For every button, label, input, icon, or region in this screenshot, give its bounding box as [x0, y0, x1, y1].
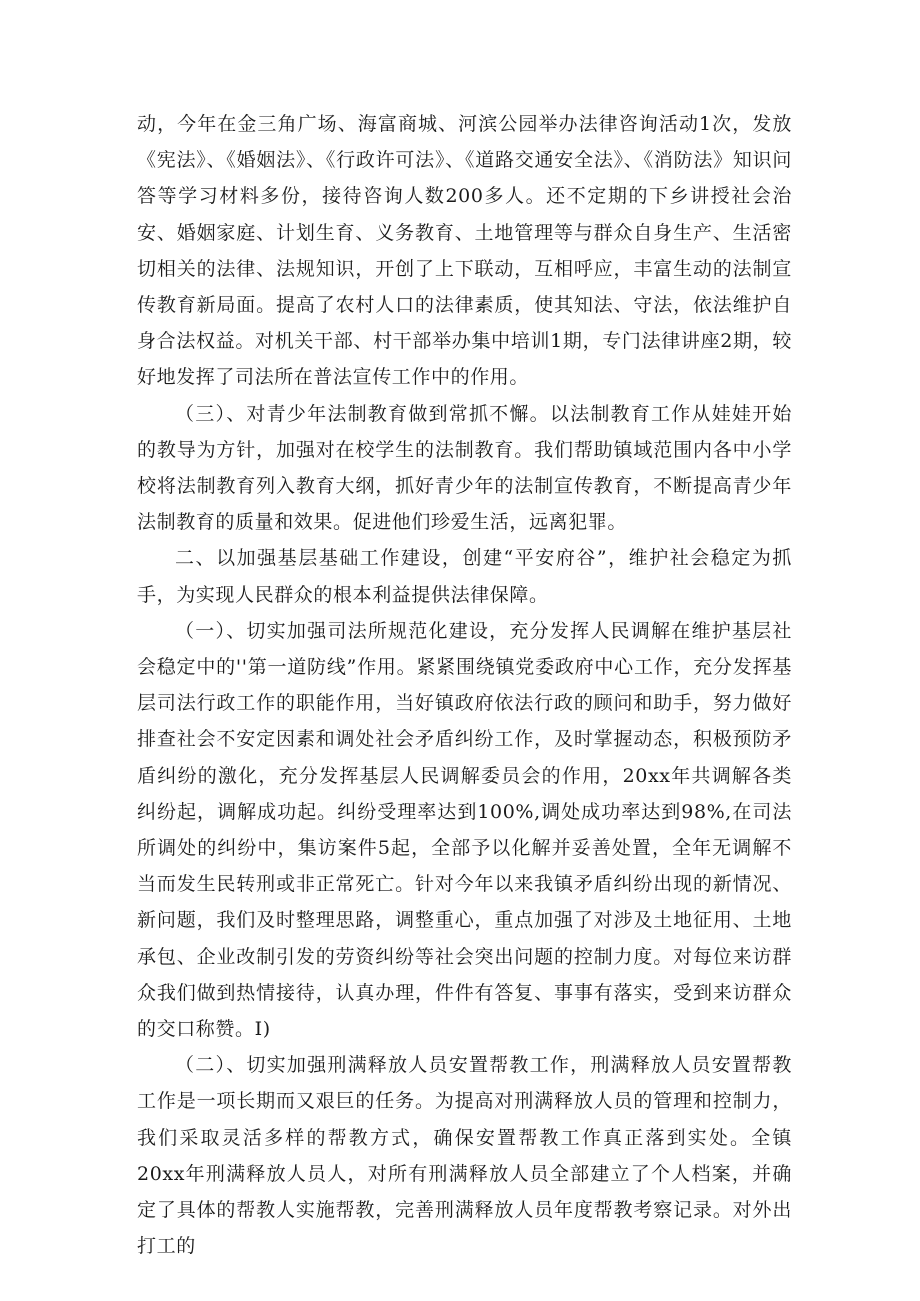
paragraph-legal-consultation-continued: 动，今年在金三角广场、海富商城、河滨公园举办法律咨询活动1次，发放《宪法》、《婚姻法》、《行政许可法》、《道路交通安全法》、《消防法》知识问答等学习材料多份，接待咨询人数200多人。还不定期的下乡讲授社会治安、婚姻家庭、计划生育、义务教育、土地管理等与群众自身生产、生活密切相关的法律、法规知识，开创了上下联动，互相呼应，丰富生动的法制宣传教育新局面。提高了农村人口的法律素质，使其知法、守法，依法维护自身合法权益。对机关干部、村干部举办集中培训1期，专门法律讲座2期，较好地发挥了司法所在普法宣传工作中的作用。: [137, 113, 792, 389]
paragraph-released-prisoner-resettlement: （二）、切实加强刑满释放人员安置帮教工作，刑满释放人员安置帮教工作是一项长期而又艰巨的任务。为提高对刑满释放人员的管理和控制力，我们采取灵活多样的帮教方式，确保安置帮教工作真正落到实处。全镇20xx年刑满释放人员人，对所有刑满释放人员全部建立了个人档案，并确定了具体的帮教人实施帮教，完善刑满释放人员年度帮教考察记录。对外出打工的: [137, 1054, 792, 1258]
section-heading-grassroots-work: 二、以加强基层基础工作建设，创建“平安府谷”，维护社会稳定为抓手，为实现人民群众的根本利益提供法律保障。: [137, 547, 792, 606]
paragraph-mediation-work: （一）、切实加强司法所规范化建设，充分发挥人民调解在维护基层社会稳定中的''第一道防线”作用。紧紧围绕镇党委政府中心工作，充分发挥基层司法行政工作的职能作用，当好镇政府依法行政的顾问和助手，努力做好排查社会不安定因素和调处社会矛盾纠纷工作，及时掌握动态，积极预防矛盾纠纷的激化，充分发挥基层人民调解委员会的作用，20xx年共调解各类纠纷起，调解成功起。纠纷受理率达到100%,调处成功率达到98%,在司法所调处的纠纷中，集访案件5起，全部予以化解并妥善处置，全年无调解不当而发生民转刑或非正常死亡。针对今年以来我镇矛盾纠纷出现的新情况、新问题，我们及时整理思路，调整重心，重点加强了对涉及土地征用、土地承包、企业改制引发的劳资纠纷等社会突出问题的控制力度。对每位来访群众我们做到热情接待，认真办理，件件有答复、事事有落实，受到来访群众的交口称赞。I): [137, 619, 792, 1041]
paragraph-youth-legal-education: （三）、对青少年法制教育做到常抓不懈。以法制教育工作从娃娃开始的教导为方针，加强对在校学生的法制教育。我们帮助镇域范围内各中小学校将法制教育列入教育大纲，抓好青少年的法制宣传教育，不断提高青少年法制教育的质量和效果。促进他们珍爱生活，远离犯罪。: [137, 402, 792, 534]
document-body: [137, 106, 792, 1265]
